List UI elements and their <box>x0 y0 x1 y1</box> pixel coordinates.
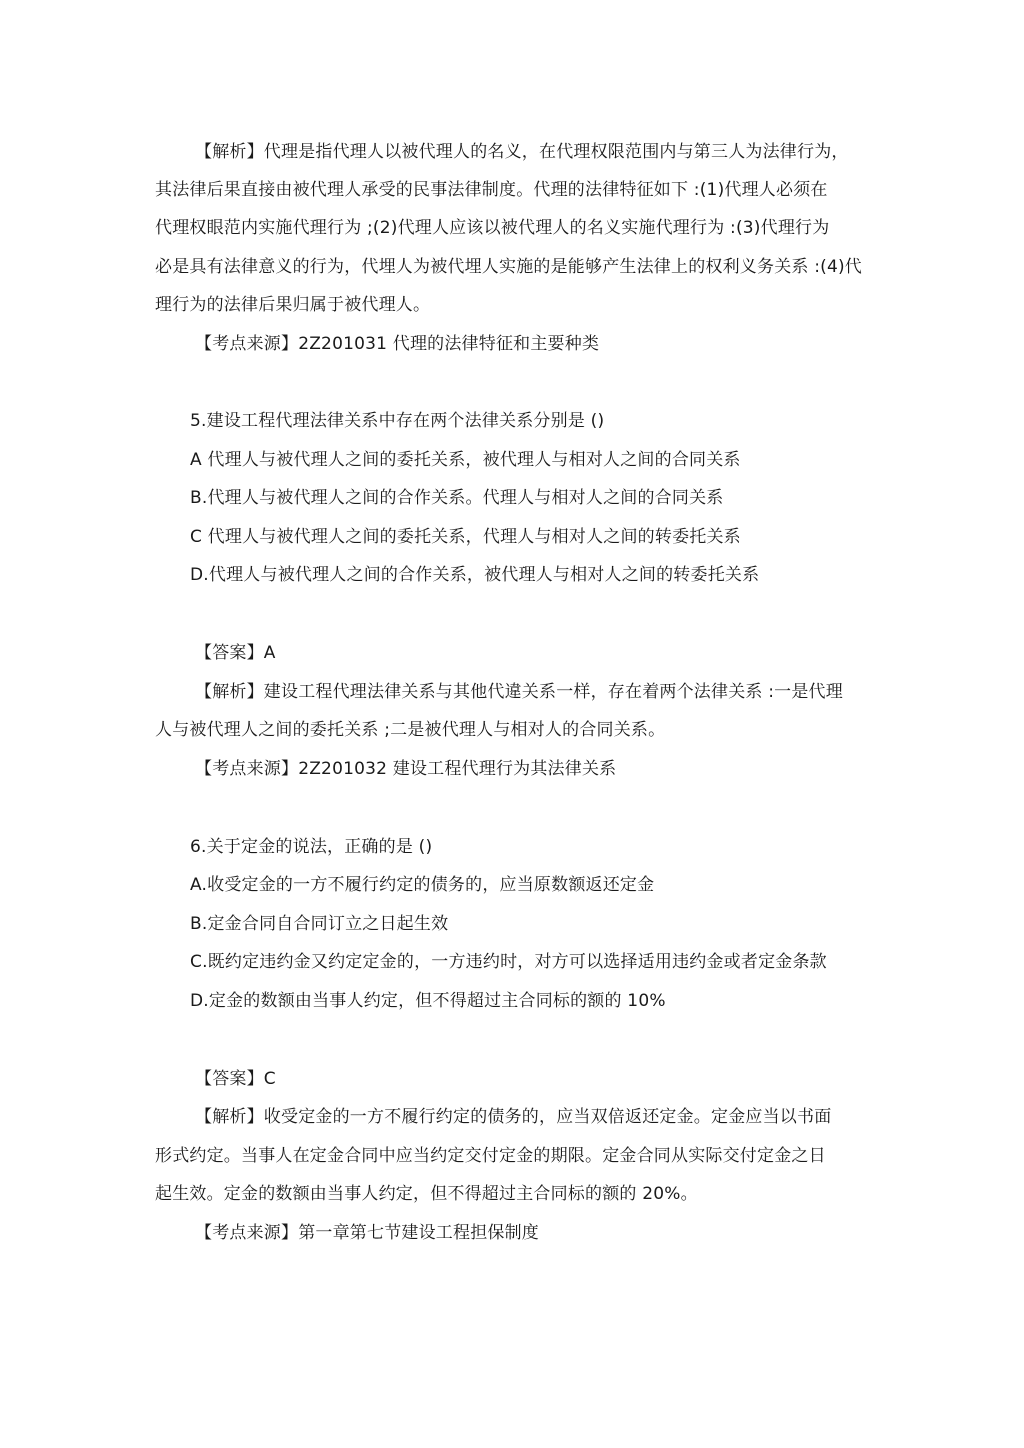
q4-analysis-line-4: 必是具有法律意义的行为，代埋人为被代埋人实施的是能够产生法律上的权利义务关系 :(4)代 <box>155 257 863 277</box>
q6-analysis-line-3: 起生效。定金的数额由当事人约定，但不得超过主合同标的额的 20%。 <box>155 1184 698 1204</box>
q5-option-b: B.代理人与被代理人之间的合作关系。代理人与相对人之间的合同关系 <box>190 488 724 508</box>
q5-question: 5.建设工程代理法律关系中存在两个法律关系分别是 () <box>190 411 605 431</box>
q6-option-c: C.既约定违约金又约定定金的，一方违约时，对方可以选择适用违约金或者定金条款 <box>190 952 827 972</box>
q5-analysis-line-2: 人与被代理人之间的委托关系 ;二是被代理人与相对人的合同关系。 <box>155 720 666 740</box>
q6-analysis-line-1: 【解析】收受定金的一方不履行约定的债务的，应当双倍返还定金。定金应当以书面 <box>195 1107 832 1127</box>
q6-source: 【考点来源】第一章第七节建设工程担保制度 <box>195 1223 539 1243</box>
q5-answer: 【答案】A <box>195 643 276 663</box>
q4-analysis-line-1: 【解析】代理是指代理人以被代理人的名义，在代理权限范围内与第三人为法律行为， <box>195 142 849 162</box>
q6-question: 6.关于定金的说法，正确的是 () <box>190 837 433 857</box>
q4-analysis-line-3: 代理权眼范内实施代理行为 ;(2)代理人应该以被代理人的名义实施代理行为 :(3)代理行为 <box>155 218 830 238</box>
q6-option-a: A.收受定金的一方不履行约定的债务的，应当原数额返还定金 <box>190 875 655 895</box>
q5-source: 【考点来源】2Z201032 建设工程代理行为其法律关系 <box>195 759 617 779</box>
q5-analysis-line-1: 【解析】建设工程代理法律关系与其他代違关系一样，存在着两个法律关系 :一是代理 <box>195 682 843 702</box>
q5-option-c: C 代理人与被代理人之间的委托关系，代理人与相对人之间的转委托关系 <box>190 527 741 547</box>
q5-option-d: D.代理人与被代理人之间的合作关系，被代理人与相对人之间的转委托关系 <box>190 565 760 585</box>
q4-source: 【考点来源】2Z201031 代理的法律特征和主要种类 <box>195 334 600 354</box>
q4-analysis-line-5: 理行为的法律后果归属于被代理人。 <box>155 295 431 315</box>
q6-answer: 【答案】C <box>195 1069 276 1089</box>
q4-analysis-line-2: 其法律后果直接由被代理人承受的民事法律制度。代理的法律特征如下 :(1)代理人必须在 <box>155 180 828 200</box>
q6-option-b: B.定金合同自合同订立之日起生效 <box>190 914 449 934</box>
q5-option-a: A 代理人与被代理人之间的委托关系，被代理人与相对人之间的合同关系 <box>190 450 741 470</box>
q6-analysis-line-2: 形式约定。当事人在定金合同中应当约定交付定金的期限。定金合同从实际交付定金之日 <box>155 1146 826 1166</box>
q6-option-d: D.定金的数额由当事人约定，但不得超过主合同标的额的 10% <box>190 991 666 1011</box>
